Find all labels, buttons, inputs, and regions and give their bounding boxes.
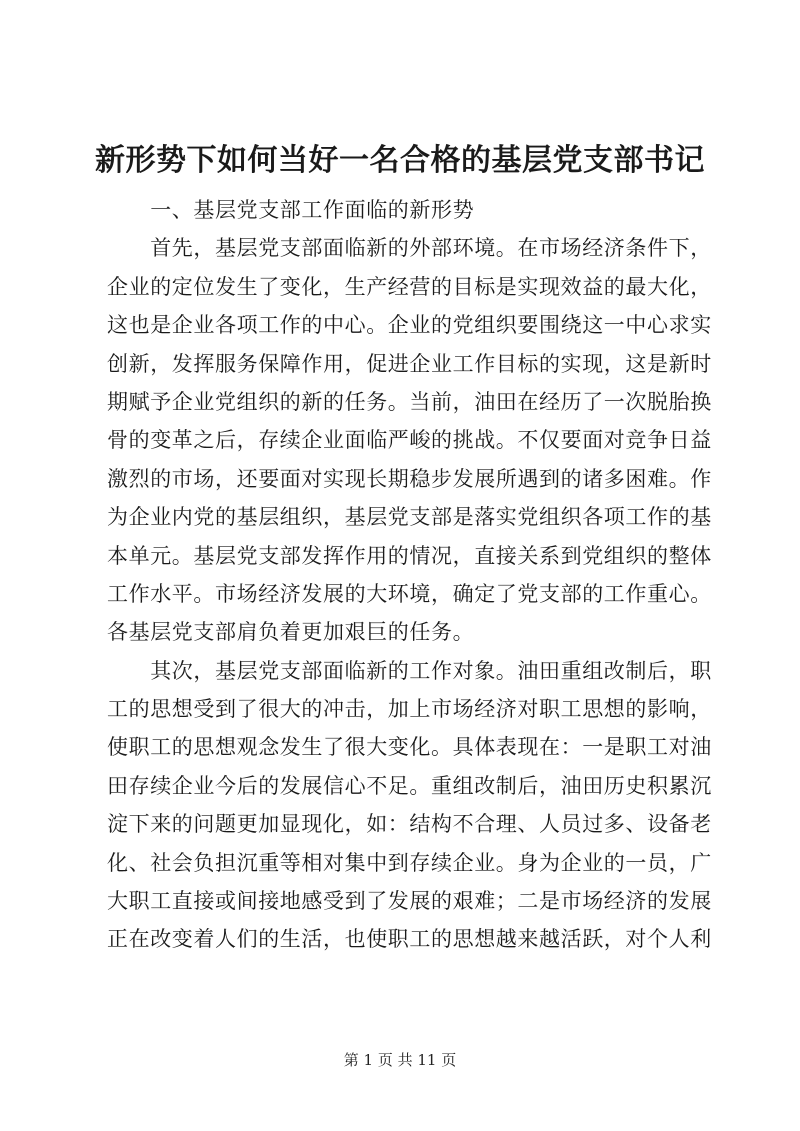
body-line: 企业的定位发生了变化，生产经营的目标是实现效益的最大化， [107,274,712,299]
body-line: 化、社会负担沉重等相对集中到存续企业。身为企业的一员，广 [107,850,712,875]
body-line: 工的思想受到了很大的冲击，加上市场经济对职工思想的影响， [107,697,712,722]
body-line: 创新，发挥服务保障作用，促进企业工作目标的实现，这是新时 [107,351,712,376]
body-line: 骨的变革之后，存续企业面临严峻的挑战。不仅要面对竞争日益 [107,428,712,453]
document-body [107,191,711,959]
body-line: 首先，基层党支部面临新的外部环境。在市场经济条件下， [107,236,712,261]
body-line: 一、基层党支部工作面临的新形势 [107,198,475,222]
body-line: 各基层党支部肩负着更加艰巨的任务。 [107,620,475,645]
body-line: 为企业内党的基层组织，基层党支部是落实党组织各项工作的基 [107,505,712,530]
body-line: 本单元。基层党支部发挥作用的情况，直接关系到党组织的整体 [107,543,712,568]
body-line: 期赋予企业党组织的新的任务。当前，油田在经历了一次脱胎换 [107,389,712,414]
document-title: 新形势下如何当好一名合格的基层党支部书记 [95,143,705,178]
page-number: 第 1 页 共 11 页 [343,1051,457,1069]
body-line: 淀下来的问题更加显现化，如：结构不合理、人员过多、设备老 [107,812,712,837]
body-line: 其次，基层党支部面临新的工作对象。油田重组改制后，职 [107,658,712,683]
body-line: 工作水平。市场经济发展的大环境，确定了党支部的工作重心。 [107,581,712,606]
body-line: 这也是企业各项工作的中心。企业的党组织要围绕这一中心求实 [107,313,712,338]
body-line: 激烈的市场，还要面对实现长期稳步发展所遇到的诸多困难。作 [107,466,712,491]
body-line: 大职工直接或间接地感受到了发展的艰难；二是市场经济的发展 [107,889,712,914]
body-line: 田存续企业今后的发展信心不足。重组改制后，油田历史积累沉 [107,773,712,798]
body-line: 使职工的思想观念发生了很大变化。具体表现在：一是职工对油 [107,735,712,760]
body-line: 正在改变着人们的生活，也使职工的思想越来越活跃，对个人利 [107,927,712,952]
